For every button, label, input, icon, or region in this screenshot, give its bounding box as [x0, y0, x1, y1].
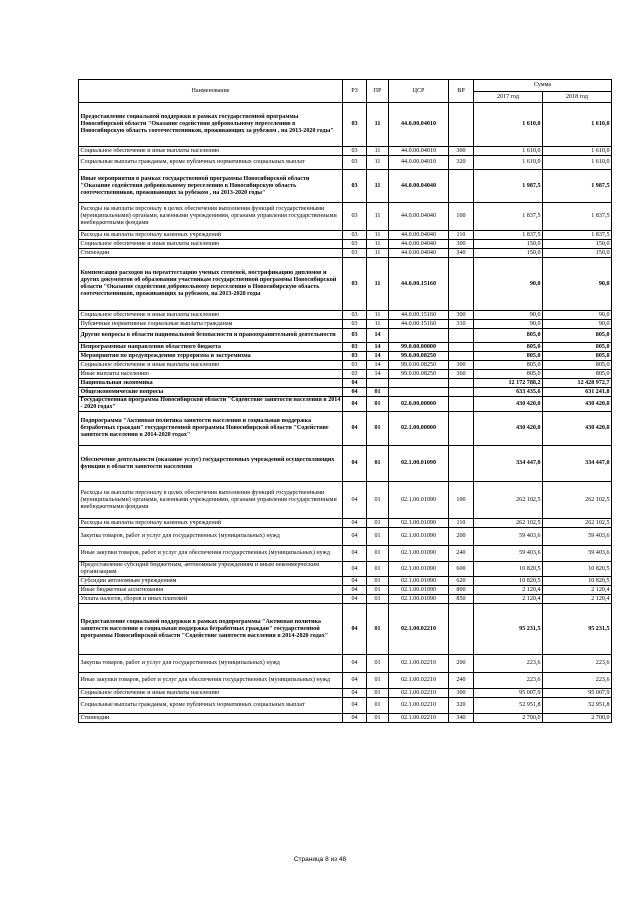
- row-rz-cell: 04: [343, 655, 367, 673]
- row-2018-cell: 59 403,6: [543, 528, 612, 546]
- row-2017-cell: 223,6: [474, 673, 543, 689]
- row-pr-cell: 14: [367, 343, 389, 352]
- row-2018-cell: 150,0: [543, 240, 612, 249]
- row-2017-cell: 90,0: [474, 258, 543, 311]
- row-vr-cell: 110: [449, 231, 474, 240]
- row-2017-cell: 430 420,0: [474, 397, 543, 412]
- row-2017-cell: 430 420,0: [474, 412, 543, 446]
- table-row: [79, 103, 612, 147]
- row-pr-cell: 11: [367, 240, 389, 249]
- row-rz-cell: 03: [343, 258, 367, 311]
- row-name-cell: Публичные нормативные социальные выплаты гражданам: [79, 320, 343, 329]
- row-pr-cell: 01: [367, 482, 389, 519]
- row-2017-cell: 2 120,4: [474, 595, 543, 604]
- table-row: [79, 240, 612, 249]
- row-pr-cell: 01: [367, 673, 389, 689]
- row-rz-cell: 04: [343, 595, 367, 604]
- row-csr-cell: 02.1.00.01090: [389, 562, 449, 577]
- row-2018-cell: 1 610,0: [543, 156, 612, 170]
- row-rz-cell: 03: [343, 343, 367, 352]
- table-row: [79, 528, 612, 546]
- row-2018-cell: 10 820,5: [543, 562, 612, 577]
- row-pr-cell: 11: [367, 170, 389, 203]
- row-2017-cell: 90,0: [474, 320, 543, 329]
- table-row: [79, 203, 612, 231]
- header-sum: Сумма: [474, 80, 612, 92]
- table-row: [79, 156, 612, 170]
- row-2017-cell: 2 700,0: [474, 714, 543, 723]
- row-csr-cell: 44.0.00.04010: [389, 156, 449, 170]
- row-2017-cell: 59 403,6: [474, 528, 543, 546]
- row-name-cell: Расходы на выплаты персоналу казенных учреждений: [79, 519, 343, 528]
- row-name-cell: Социальные выплаты гражданам, кроме публичных нормативных социальных выплат: [79, 698, 343, 714]
- row-name-cell: Социальное обеспечение и иные выплаты населению: [79, 311, 343, 320]
- row-2018-cell: 59 403,6: [543, 546, 612, 562]
- row-csr-cell: 02.1.00.02210: [389, 604, 449, 655]
- row-name-cell: Субсидии автономным учреждениям: [79, 577, 343, 586]
- row-name-cell: Социальное обеспечение и иные выплаты населению: [79, 689, 343, 698]
- row-csr-cell: 44.0.00.15160: [389, 258, 449, 311]
- row-vr-cell: 110: [449, 519, 474, 528]
- row-2017-cell: 10 820,5: [474, 562, 543, 577]
- row-pr-cell: 01: [367, 397, 389, 412]
- table-row: [79, 546, 612, 562]
- row-name-cell: Социальное обеспечение и иные выплаты населению: [79, 361, 343, 370]
- row-2017-cell: 1 837,5: [474, 231, 543, 240]
- row-rz-cell: 04: [343, 388, 367, 397]
- row-name-cell: Уплата налогов, сборов и иных платежей: [79, 595, 343, 604]
- row-vr-cell: 360: [449, 370, 474, 379]
- row-pr-cell: 11: [367, 156, 389, 170]
- row-2018-cell: 1 837,5: [543, 203, 612, 231]
- row-pr-cell: 01: [367, 689, 389, 698]
- row-rz-cell: 04: [343, 604, 367, 655]
- table-row: [79, 343, 612, 352]
- row-2017-cell: 150,0: [474, 240, 543, 249]
- row-name-cell: Предоставление социальной поддержки в рамках государственной программы Новосибирской области "Оказание содействия добровольному переселению в Новосибирскую область соотечественников, проживающих за рубежом , на 2013-2020 годы": [79, 103, 343, 147]
- table-row: [79, 698, 612, 714]
- row-csr-cell: 02.1.00.01090: [389, 528, 449, 546]
- row-csr-cell: 02.1.00.00000: [389, 412, 449, 446]
- row-name-cell: Обеспечение деятельности (оказание услуг) государственных учреждений осуществляющих функции в области занятости населения: [79, 446, 343, 482]
- row-2018-cell: 2 120,4: [543, 586, 612, 595]
- row-vr-cell: [449, 412, 474, 446]
- row-vr-cell: 620: [449, 577, 474, 586]
- table-row: [79, 170, 612, 203]
- row-pr-cell: 11: [367, 258, 389, 311]
- row-csr-cell: 99.0.00.00000: [389, 343, 449, 352]
- row-2017-cell: 2 120,4: [474, 586, 543, 595]
- table-row: [79, 311, 612, 320]
- row-rz-cell: 04: [343, 577, 367, 586]
- row-rz-cell: 04: [343, 586, 367, 595]
- row-csr-cell: 02.1.00.01090: [389, 595, 449, 604]
- header-2018: 2018 год: [543, 92, 612, 103]
- row-rz-cell: 04: [343, 519, 367, 528]
- row-vr-cell: [449, 604, 474, 655]
- row-vr-cell: 340: [449, 714, 474, 723]
- row-2017-cell: 52 951,8: [474, 698, 543, 714]
- table-row: [79, 655, 612, 673]
- row-2018-cell: 805,0: [543, 352, 612, 361]
- row-name-cell: Иные закупки товаров, работ и услуг для обеспечения государственных (муниципальных) нужд: [79, 673, 343, 689]
- row-2017-cell: 10 820,5: [474, 577, 543, 586]
- row-csr-cell: 02.1.00.01090: [389, 586, 449, 595]
- row-2018-cell: 334 447,0: [543, 446, 612, 482]
- row-2018-cell: 95 007,9: [543, 689, 612, 698]
- row-csr-cell: 02.1.00.02210: [389, 673, 449, 689]
- row-2018-cell: 262 102,5: [543, 519, 612, 528]
- table-row: [79, 604, 612, 655]
- row-2018-cell: 430 420,0: [543, 412, 612, 446]
- row-vr-cell: 100: [449, 203, 474, 231]
- row-2017-cell: 262 102,5: [474, 482, 543, 519]
- header-vr: ВР: [449, 80, 474, 103]
- row-vr-cell: 200: [449, 528, 474, 546]
- row-pr-cell: 14: [367, 370, 389, 379]
- row-2018-cell: 223,6: [543, 673, 612, 689]
- row-pr-cell: 01: [367, 655, 389, 673]
- table-row: [79, 412, 612, 446]
- row-csr-cell: 99.0.00.08250: [389, 352, 449, 361]
- row-vr-cell: 300: [449, 311, 474, 320]
- row-2017-cell: 1 987,5: [474, 170, 543, 203]
- header-name: Наименование: [79, 80, 343, 103]
- row-csr-cell: 02.1.00.01090: [389, 577, 449, 586]
- row-2018-cell: 223,6: [543, 655, 612, 673]
- row-pr-cell: 01: [367, 519, 389, 528]
- row-vr-cell: 100: [449, 482, 474, 519]
- row-name-cell: Стипендии: [79, 714, 343, 723]
- row-vr-cell: [449, 397, 474, 412]
- row-vr-cell: 300: [449, 240, 474, 249]
- row-pr-cell: 01: [367, 698, 389, 714]
- table-row: [79, 258, 612, 311]
- row-name-cell: Предоставление субсидий бюджетным, автономным учреждениям и иным некоммерческим организациям: [79, 562, 343, 577]
- row-vr-cell: 800: [449, 586, 474, 595]
- row-name-cell: Социальное обеспечение и иные выплаты населению: [79, 147, 343, 156]
- row-csr-cell: 44.0.00.04040: [389, 231, 449, 240]
- row-vr-cell: [449, 329, 474, 343]
- table-row: [79, 595, 612, 604]
- row-pr-cell: 14: [367, 361, 389, 370]
- row-rz-cell: 04: [343, 714, 367, 723]
- row-csr-cell: 99.0.00.08250: [389, 361, 449, 370]
- row-rz-cell: 03: [343, 103, 367, 147]
- row-rz-cell: 03: [343, 240, 367, 249]
- row-2017-cell: 1 610,0: [474, 156, 543, 170]
- row-csr-cell: 44.0.00.04010: [389, 147, 449, 156]
- row-csr-cell: 02.1.00.02210: [389, 655, 449, 673]
- row-2018-cell: 10 820,5: [543, 577, 612, 586]
- row-vr-cell: [449, 103, 474, 147]
- row-2017-cell: 1 837,5: [474, 203, 543, 231]
- row-rz-cell: 03: [343, 231, 367, 240]
- row-2017-cell: 1 610,0: [474, 147, 543, 156]
- table-row: [79, 562, 612, 577]
- row-pr-cell: 11: [367, 320, 389, 329]
- row-vr-cell: [449, 379, 474, 388]
- row-2017-cell: 59 403,6: [474, 546, 543, 562]
- row-2018-cell: 805,0: [543, 343, 612, 352]
- row-rz-cell: 04: [343, 482, 367, 519]
- row-pr-cell: 01: [367, 577, 389, 586]
- row-pr-cell: 11: [367, 147, 389, 156]
- row-2017-cell: 805,0: [474, 343, 543, 352]
- row-2018-cell: 52 951,8: [543, 698, 612, 714]
- row-csr-cell: 44.0.00.15160: [389, 311, 449, 320]
- row-pr-cell: 14: [367, 352, 389, 361]
- row-2018-cell: 631 241,8: [543, 388, 612, 397]
- row-name-cell: Закупка товаров, работ и услуг для государственных (муниципальных) нужд: [79, 655, 343, 673]
- row-name-cell: Иные мероприятия в рамках государственной программы Новосибирской области "Оказание содействия добровольному переселению в Новосибирскую область соотечественников, проживающих за рубежом , на 2013-2020 годы": [79, 170, 343, 203]
- row-pr-cell: 01: [367, 604, 389, 655]
- row-2018-cell: 150,0: [543, 249, 612, 258]
- row-pr-cell: 11: [367, 249, 389, 258]
- row-name-cell: Предоставление социальной поддержки в рамках подпрограммы "Активная политика занятости населения и социальная поддержка безработных граждан" государственной программы Новосибирской области "Содействие занятости населения в 2014-2020 годах": [79, 604, 343, 655]
- row-2017-cell: 334 447,0: [474, 446, 543, 482]
- table-row: [79, 519, 612, 528]
- row-pr-cell: 01: [367, 595, 389, 604]
- row-vr-cell: [449, 170, 474, 203]
- row-name-cell: Национальная экономика: [79, 379, 343, 388]
- table-row: [79, 586, 612, 595]
- row-vr-cell: [449, 343, 474, 352]
- row-rz-cell: 03: [343, 329, 367, 343]
- row-2017-cell: 805,0: [474, 352, 543, 361]
- row-2017-cell: 805,0: [474, 329, 543, 343]
- row-2018-cell: 1 837,5: [543, 231, 612, 240]
- row-name-cell: Компенсация расходов на переаттестацию ученых степеней, нострификацию дипломов и других документов об образовании участникам государственной программы Новосибирской области "Оказание содействия добровольному переселению в Новосибирскую область соотечественников, проживающих за рубежом, на 2013-2020 годы: [79, 258, 343, 311]
- row-vr-cell: 340: [449, 249, 474, 258]
- row-name-cell: Подпрограмма "Активная политика занятости населения и социальная поддержка безработных граждан" государственной программы Новосибирской области "Содействие занятости населения в 2014-2020 годах": [79, 412, 343, 446]
- row-vr-cell: 320: [449, 156, 474, 170]
- row-name-cell: Непрограммные направления областного бюджета: [79, 343, 343, 352]
- row-vr-cell: [449, 352, 474, 361]
- row-rz-cell: 04: [343, 412, 367, 446]
- row-pr-cell: 01: [367, 546, 389, 562]
- row-2018-cell: 805,0: [543, 370, 612, 379]
- row-rz-cell: 03: [343, 361, 367, 370]
- row-vr-cell: 200: [449, 655, 474, 673]
- table-row: [79, 329, 612, 343]
- row-vr-cell: 240: [449, 546, 474, 562]
- row-2017-cell: 12 172 788,2: [474, 379, 543, 388]
- table-row: [79, 673, 612, 689]
- row-2018-cell: 1 987,5: [543, 170, 612, 203]
- table-row: [79, 379, 612, 388]
- row-csr-cell: 44.0.00.04040: [389, 249, 449, 258]
- row-rz-cell: 04: [343, 446, 367, 482]
- row-rz-cell: 04: [343, 562, 367, 577]
- row-2017-cell: 223,6: [474, 655, 543, 673]
- row-vr-cell: [449, 446, 474, 482]
- row-csr-cell: 02.1.00.02210: [389, 698, 449, 714]
- row-rz-cell: 03: [343, 352, 367, 361]
- row-pr-cell: [367, 379, 389, 388]
- row-pr-cell: 01: [367, 446, 389, 482]
- table-row: [79, 446, 612, 482]
- row-name-cell: Социальные выплаты гражданам, кроме публичных нормативных социальных выплат: [79, 156, 343, 170]
- table-header: [79, 80, 612, 103]
- table-row: [79, 352, 612, 361]
- row-2018-cell: 2 700,0: [543, 714, 612, 723]
- row-2018-cell: 262 102,5: [543, 482, 612, 519]
- row-csr-cell: [389, 379, 449, 388]
- row-rz-cell: 03: [343, 147, 367, 156]
- row-csr-cell: 02.1.00.01090: [389, 446, 449, 482]
- row-rz-cell: 03: [343, 370, 367, 379]
- row-rz-cell: 03: [343, 170, 367, 203]
- row-vr-cell: [449, 388, 474, 397]
- row-vr-cell: 600: [449, 562, 474, 577]
- row-pr-cell: 14: [367, 329, 389, 343]
- row-pr-cell: 01: [367, 586, 389, 595]
- row-csr-cell: 02.1.00.02210: [389, 689, 449, 698]
- row-vr-cell: 300: [449, 689, 474, 698]
- row-rz-cell: 04: [343, 379, 367, 388]
- row-rz-cell: 03: [343, 249, 367, 258]
- row-vr-cell: [449, 258, 474, 311]
- table-row: [79, 361, 612, 370]
- row-rz-cell: 04: [343, 528, 367, 546]
- row-rz-cell: 03: [343, 320, 367, 329]
- row-name-cell: Иные закупки товаров, работ и услуг для обеспечения государственных (муниципальных) нужд: [79, 546, 343, 562]
- table-row: [79, 231, 612, 240]
- row-2018-cell: 805,0: [543, 361, 612, 370]
- row-pr-cell: 01: [367, 412, 389, 446]
- table-row: [79, 714, 612, 723]
- row-name-cell: Иные выплаты населению: [79, 370, 343, 379]
- table-row: [79, 370, 612, 379]
- row-pr-cell: 11: [367, 231, 389, 240]
- row-2018-cell: 90,0: [543, 311, 612, 320]
- row-2018-cell: 2 120,4: [543, 595, 612, 604]
- table-row: [79, 388, 612, 397]
- row-csr-cell: [389, 329, 449, 343]
- row-rz-cell: 04: [343, 673, 367, 689]
- row-csr-cell: 99.0.00.08250: [389, 370, 449, 379]
- row-csr-cell: 44.0.00.04010: [389, 103, 449, 147]
- row-2017-cell: 805,0: [474, 370, 543, 379]
- budget-table: [78, 79, 612, 723]
- row-2017-cell: 150,0: [474, 249, 543, 258]
- row-2017-cell: 1 610,0: [474, 103, 543, 147]
- row-name-cell: Другие вопросы в области национальной безопасности и правоохранительной деятельности: [79, 329, 343, 343]
- row-pr-cell: 01: [367, 562, 389, 577]
- row-vr-cell: 310: [449, 320, 474, 329]
- row-vr-cell: 320: [449, 698, 474, 714]
- page-number: Страница 8 из 48: [293, 856, 347, 863]
- header-rz: РЗ: [343, 80, 367, 103]
- row-vr-cell: 240: [449, 673, 474, 689]
- row-2017-cell: 633 435,6: [474, 388, 543, 397]
- table-row: [79, 482, 612, 519]
- row-name-cell: Закупка товаров, работ и услуг для государственных (муниципальных) нужд: [79, 528, 343, 546]
- header-2017: 2017 год: [474, 92, 543, 103]
- row-2018-cell: 1 610,0: [543, 147, 612, 156]
- row-rz-cell: 04: [343, 689, 367, 698]
- row-name-cell: Мероприятия по предупреждению терроризма и экстремизма: [79, 352, 343, 361]
- row-pr-cell: 11: [367, 203, 389, 231]
- row-rz-cell: 04: [343, 698, 367, 714]
- row-csr-cell: 02.1.00.01090: [389, 519, 449, 528]
- row-2018-cell: 1 610,0: [543, 103, 612, 147]
- row-2017-cell: 262 102,5: [474, 519, 543, 528]
- row-pr-cell: 11: [367, 103, 389, 147]
- row-name-cell: Иные бюджетные ассигнования: [79, 586, 343, 595]
- row-rz-cell: 03: [343, 156, 367, 170]
- row-csr-cell: 44.0.00.04040: [389, 203, 449, 231]
- row-csr-cell: 44.0.00.15160: [389, 320, 449, 329]
- row-name-cell: Расходы на выплаты персоналу в целях обеспечения выполнения функций государственными (муниципальными) органами, казенными учреждениями, органами управления государственными внебюджетными фондами: [79, 203, 343, 231]
- row-2017-cell: 90,0: [474, 311, 543, 320]
- header-pr: ПР: [367, 80, 389, 103]
- row-csr-cell: 44.0.00.04040: [389, 240, 449, 249]
- row-pr-cell: 01: [367, 388, 389, 397]
- row-pr-cell: 01: [367, 714, 389, 723]
- row-csr-cell: 02.0.00.00000: [389, 397, 449, 412]
- row-2018-cell: 12 428 972,7: [543, 379, 612, 388]
- row-rz-cell: 04: [343, 397, 367, 412]
- table-body: [79, 103, 612, 723]
- row-name-cell: Стипендии: [79, 249, 343, 258]
- row-name-cell: Общеэкономические вопросы: [79, 388, 343, 397]
- row-2018-cell: 430 420,0: [543, 397, 612, 412]
- row-2017-cell: 805,0: [474, 361, 543, 370]
- row-2018-cell: 90,0: [543, 320, 612, 329]
- row-2017-cell: 95 007,9: [474, 689, 543, 698]
- row-rz-cell: 03: [343, 203, 367, 231]
- row-pr-cell: 01: [367, 528, 389, 546]
- row-2018-cell: 95 231,5: [543, 604, 612, 655]
- row-name-cell: Государственная программа Новосибирской области "Содействие занятости населения в 2014 - 2020 годах": [79, 397, 343, 412]
- table-row: [79, 147, 612, 156]
- row-rz-cell: 04: [343, 546, 367, 562]
- table-row: [79, 249, 612, 258]
- row-name-cell: Расходы на выплаты персоналу казенных учреждений: [79, 231, 343, 240]
- row-2017-cell: 95 231,5: [474, 604, 543, 655]
- row-name-cell: Расходы на выплаты персоналу в целях обеспечения выполнения функций государственными (муниципальными) органами, казенными учреждениями, органами управления государственными внебюджетными фондами: [79, 482, 343, 519]
- row-name-cell: Социальное обеспечение и иные выплаты населению: [79, 240, 343, 249]
- row-2018-cell: 90,0: [543, 258, 612, 311]
- row-vr-cell: 300: [449, 147, 474, 156]
- row-vr-cell: 850: [449, 595, 474, 604]
- table-row: [79, 689, 612, 698]
- row-csr-cell: 02.1.00.02210: [389, 714, 449, 723]
- row-rz-cell: 03: [343, 311, 367, 320]
- row-csr-cell: 44.0.00.04040: [389, 170, 449, 203]
- header-csr: ЦСР: [389, 80, 449, 103]
- row-vr-cell: 300: [449, 361, 474, 370]
- table-row: [79, 577, 612, 586]
- table-row: [79, 320, 612, 329]
- table-row: [79, 397, 612, 412]
- row-2018-cell: 805,0: [543, 329, 612, 343]
- row-pr-cell: 11: [367, 311, 389, 320]
- row-csr-cell: 02.1.00.01090: [389, 546, 449, 562]
- row-csr-cell: 02.1.00.01090: [389, 482, 449, 519]
- row-csr-cell: [389, 388, 449, 397]
